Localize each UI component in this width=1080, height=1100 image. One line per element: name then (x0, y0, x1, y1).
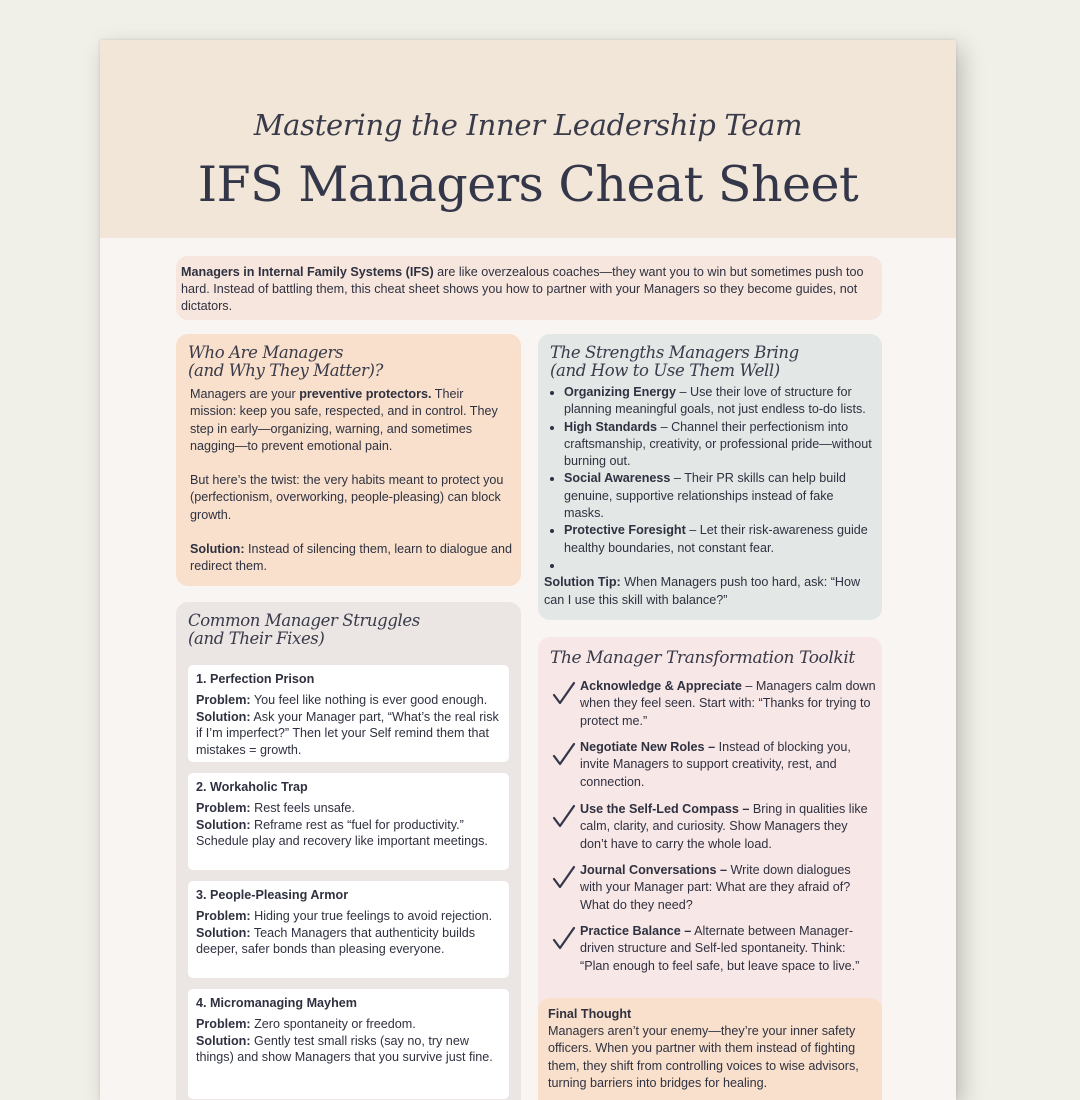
who-p1-bold: preventive protectors. (299, 387, 432, 401)
intro-bold: Managers in Internal Family Systems (IFS) (181, 265, 434, 279)
checkmark-icon (550, 864, 578, 892)
strengths-title-line2: (and How to Use Them Well) (550, 361, 780, 380)
toolkit-title: The Manager Transformation Toolkit (550, 648, 855, 668)
strength-item-text: – Channel their perfectionism into craftsmanship, creativity, or professional pride—without burning out. (564, 419, 872, 469)
final-thought-title: Final Thought (548, 1007, 632, 1021)
problem-text: You feel like nothing is ever good enough. (250, 692, 488, 707)
toolkit-item-desc: Alternate between Manager-driven structure and Self-led spontaneity. Think: “Plan enough to feel safe, but leave space to live.” (580, 924, 860, 973)
strength-item-bold: Protective Foresight (564, 523, 686, 538)
toolkit-item (550, 862, 876, 914)
toolkit-item-desc: – Managers calm down when they feel seen. Start with: “Thanks for trying to protect me.” (580, 679, 876, 728)
toolkit-item-bold: Practice Balance – (580, 924, 692, 938)
who-p1-post: Their mission: keep you safe, respected, and in control. They step in early—organizing, warning, and sometimes nagging—to prevent emotional pain. (190, 387, 498, 453)
solution-label: Solution: (196, 709, 251, 724)
toolkit-item-bold: Acknowledge & Appreciate (580, 679, 742, 693)
toolkit-item-bold: Use the Self-Led Compass – (580, 802, 750, 816)
solution-text: Reframe rest as “fuel for productivity.” Schedule play and recovery like important meetings. (196, 817, 488, 849)
cheat-sheet-page (100, 40, 956, 1100)
struggle-card-title: 3. People-Pleasing Armor (196, 888, 349, 902)
header-banner (100, 40, 956, 238)
who-are-managers-box (176, 334, 521, 586)
who-paragraph-1 (190, 386, 513, 455)
problem-label: Problem: (196, 800, 251, 815)
problem-label: Problem: (196, 692, 251, 707)
strength-item (564, 522, 872, 557)
toolkit-item-text (580, 801, 876, 853)
who-title-line2: (and Why They Matter)? (188, 361, 383, 380)
solution-text: Teach Managers that authenticity builds deeper, safer bonds than pleasing everyone. (196, 925, 476, 957)
struggles-title-line1: Common Manager Struggles (188, 611, 420, 630)
problem-text: Zero spontaneity or freedom. (250, 1016, 416, 1031)
toolkit-item-text (580, 739, 876, 791)
strength-item (564, 470, 872, 522)
strength-item (564, 384, 872, 419)
toolkit-item-desc: Bring in qualities like calm, clarity, and curiosity. Show Managers they don’t have to carry the whole load. (580, 802, 868, 851)
problem-label: Problem: (196, 1016, 251, 1031)
solution-label: Solution: (196, 1033, 251, 1048)
checkmark-icon (550, 680, 578, 708)
solution-label: Solution: (196, 925, 251, 940)
checkmark-icon (550, 803, 578, 831)
struggles-title-line2: (and Their Fixes) (188, 629, 325, 648)
who-title-line1: Who Are Managers (188, 343, 344, 362)
strengths-title-line1: The Strengths Managers Bring (550, 343, 799, 362)
struggle-card-title: 2. Workaholic Trap (196, 780, 308, 794)
strength-item-empty (564, 557, 872, 574)
page-subtitle: Mastering the Inner Leadership Team (253, 108, 803, 142)
toolkit-item (550, 923, 876, 975)
who-p3-text: Instead of silencing them, learn to dialogue and redirect them. (190, 542, 513, 574)
toolkit-item-desc: Instead of blocking you, invite Managers to support creativity, rest, and connection. (580, 740, 851, 789)
struggle-card-title: 1. Perfection Prison (196, 672, 315, 686)
struggle-card (188, 881, 509, 978)
who-p3-bold: Solution: (190, 542, 245, 557)
checkmark-icon (550, 925, 578, 953)
intro-text: are like overzealous coaches—they want you to win but sometimes push too hard. Instead of battling them, this cheat sheet shows you how to partner with your Managers so they become guides, not dictators. (181, 265, 864, 313)
problem-text: Hiding your true feelings to avoid rejection. (250, 908, 493, 923)
strengths-box (538, 334, 882, 620)
solution-tip-bold: Solution Tip: (544, 575, 621, 590)
struggle-problem (196, 692, 499, 709)
struggle-solution (196, 925, 499, 959)
toolkit-item-text (580, 862, 876, 914)
who-p1-pre: Managers are your (190, 387, 300, 401)
strength-item-text: – Let their risk-awareness guide healthy boundaries, not constant fear. (564, 523, 868, 555)
toolkit-box (538, 637, 882, 1025)
toolkit-item-bold: Journal Conversations – (580, 863, 727, 877)
intro-box (176, 256, 882, 320)
strengths-list (538, 384, 882, 574)
who-body (176, 380, 521, 576)
struggle-card-title: 4. Micromanaging Mayhem (196, 996, 357, 1010)
toolkit-item-text (580, 678, 876, 730)
strength-item-bold: Social Awareness (564, 471, 671, 486)
strength-item (564, 419, 872, 471)
struggles-title (176, 602, 521, 648)
struggle-card (188, 665, 509, 762)
struggle-problem (196, 908, 499, 925)
strength-item-bold: High Standards (564, 419, 658, 434)
final-thought-box (538, 998, 882, 1100)
who-paragraph-2: But here’s the twist: the very habits meant to protect you (perfectionism, overworking, people-pleasing) can block growth. (190, 473, 504, 522)
who-title (176, 334, 521, 380)
struggle-solution (196, 709, 499, 759)
problem-text: Rest feels unsafe. (250, 800, 355, 815)
struggle-solution (196, 1033, 499, 1067)
toolkit-item-desc: Write down dialogues with your Manager part: What are they afraid of? What do they need? (580, 863, 851, 912)
solution-text: Ask your Manager part, “What’s the real risk if I’m imperfect?” Then let your Self remind them that mistakes = growth. (196, 709, 499, 758)
solution-label: Solution: (196, 817, 251, 832)
who-paragraph-3 (190, 541, 513, 576)
toolkit-item (550, 739, 876, 791)
strength-item-text: – Their PR skills can help build genuine, supportive relationships instead of fake masks. (564, 471, 846, 521)
toolkit-item-bold: Negotiate New Roles – (580, 740, 716, 754)
struggle-solution (196, 817, 499, 851)
problem-label: Problem: (196, 908, 251, 923)
strength-item-text: – Use their love of structure for planning meaningful goals, not just endless to-do lists. (564, 385, 866, 417)
toolkit-item (550, 801, 876, 853)
solution-text: Gently test small risks (say no, try new things) and show Managers that you survive just fine. (196, 1033, 493, 1065)
struggle-problem (196, 1016, 499, 1033)
checkmark-icon (550, 741, 578, 769)
toolkit-item-text (580, 923, 876, 975)
strengths-title (538, 334, 882, 380)
final-thought-text: Managers aren’t your enemy—they’re your inner safety officers. When you partner with them instead of fighting them, they shift from controlling voices to wise advisors, turning barriers into bridges for healing. (548, 1024, 859, 1090)
solution-tip (538, 574, 882, 609)
strength-item-bold: Organizing Energy (564, 385, 676, 399)
struggles-box (176, 602, 521, 1100)
solution-tip-text: When Managers push too hard, ask: “How can I use this skill with balance?” (544, 575, 861, 607)
struggle-card (188, 773, 509, 870)
struggle-card (188, 989, 509, 1099)
toolkit-item (550, 678, 876, 730)
struggle-problem (196, 800, 499, 817)
page-title: IFS Managers Cheat Sheet (197, 156, 859, 213)
